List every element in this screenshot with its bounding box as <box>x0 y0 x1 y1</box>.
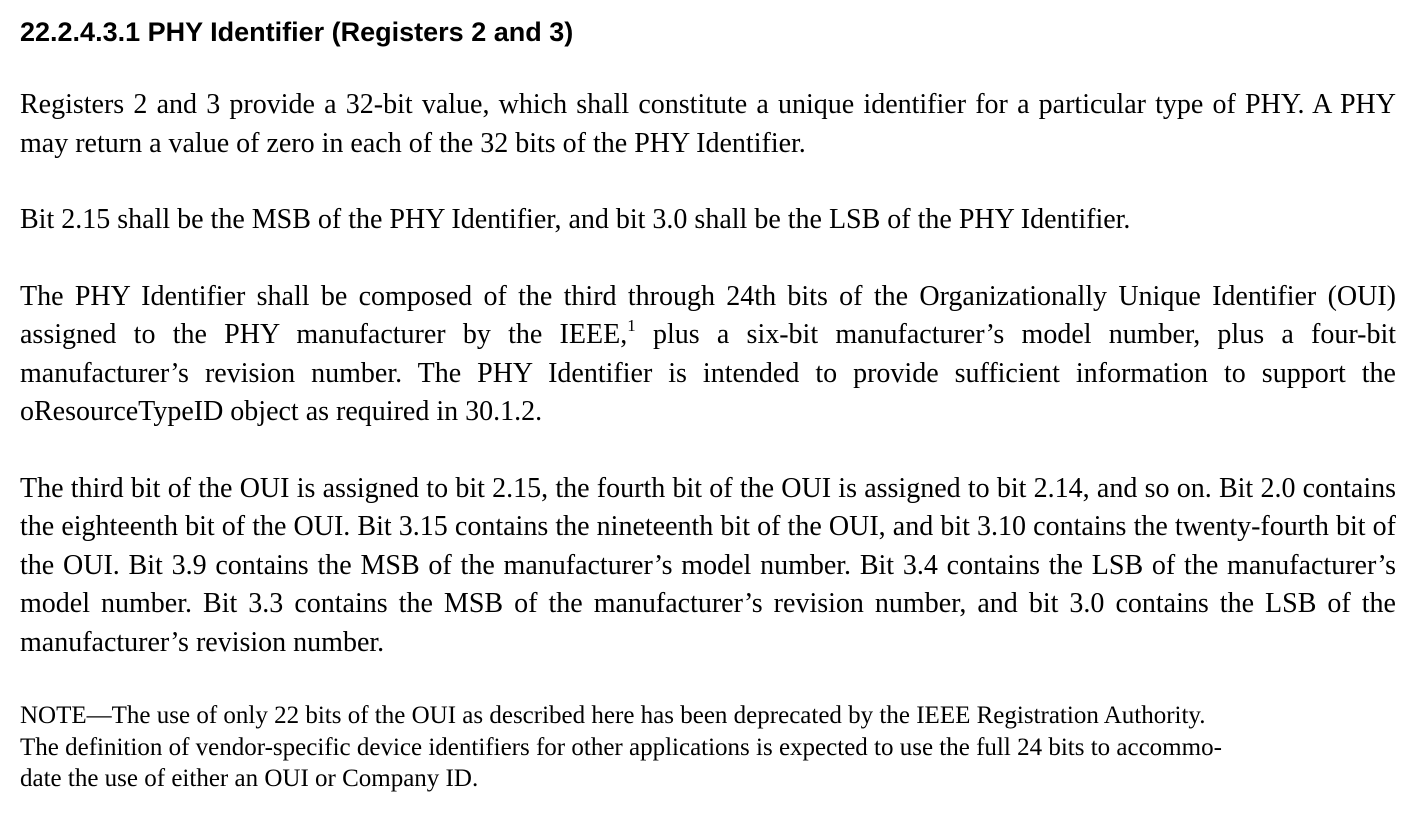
paragraph-oui-composition-part1: The PHY Identifier shall be composed of the third through 24th bits of the Organizationally Unique Identifier (OUI) assigned to the PHY manufacturer by the IEEE, <box>20 280 1396 350</box>
note-block <box>20 700 1396 795</box>
paragraph-register-value: Registers 2 and 3 provide a 32-bit value, which shall constitute a unique identifier for a particular type of PHY. A PHY may return a value of zero in each of the 32 bits of the PHY Identifier. <box>20 89 1396 159</box>
note-line-3: date the use of either an OUI or Company ID. <box>20 765 479 792</box>
paragraph-oui-composition <box>20 278 1396 432</box>
footnote-ref[interactable]: 1 <box>627 315 636 335</box>
paragraph-oui-composition-part2: plus a six-bit manufacturer’s model number, plus a four-bit manufacturer’s revision number. The PHY Identifier is intended to provide sufficient information to support the oResourceTypeID object as required in 30.1.2. <box>20 319 1396 427</box>
paragraph-bit-mapping: The third bit of the OUI is assigned to bit 2.15, the fourth bit of the OUI is assigned to bit 2.14, and so on. Bit 2.0 contains the eighteenth bit of the OUI. Bit 3.15 contains the nineteenth bit of the OUI, and bit 3.10 contains the twenty-fourth bit of the OUI. Bit 3.9 contains the MSB of the manufacturer’s model number. Bit 3.4 contains the LSB of the manufacturer’s model number. Bit 3.3 contains the MSB of the manufacturer’s revision number, and bit 3.0 contains the LSB of the manufacturer’s revision number. <box>20 472 1396 658</box>
section-heading: 22.2.4.3.1 PHY Identifier (Registers 2 and 3) <box>20 17 574 47</box>
document-page <box>20 14 1396 795</box>
note-line-1: NOTE—The use of only 22 bits of the OUI as described here has been deprecated by the IEEE Registration Authority. <box>20 702 1206 729</box>
note-line-2: The definition of vendor-specific device identifiers for other applications is expected to use the full 24 bits to accommo- <box>20 733 1222 761</box>
paragraph-msb-lsb: Bit 2.15 shall be the MSB of the PHY Identifier, and bit 3.0 shall be the LSB of the PHY Identifier. <box>20 204 1131 235</box>
